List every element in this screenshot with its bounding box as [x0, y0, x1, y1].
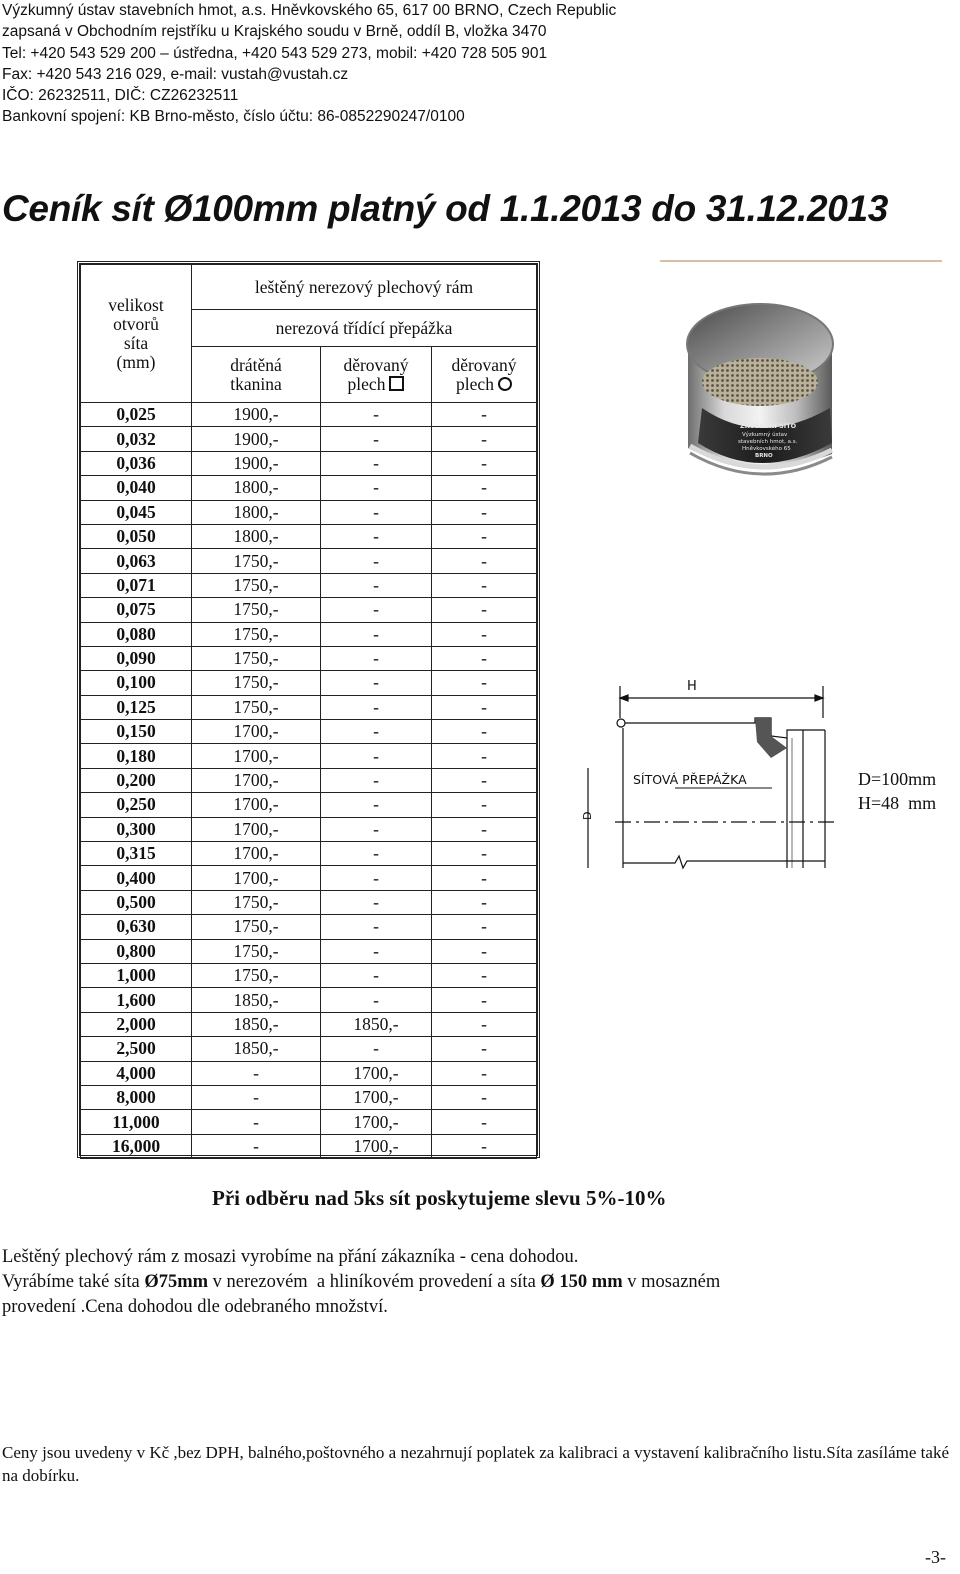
perforated-round-header: děrovaný plech — [432, 347, 537, 403]
photo-label-line: ZKUŠEBNÍ SÍTO — [740, 422, 797, 430]
perforated-round-price-cell: - — [432, 549, 537, 573]
square-hole-icon — [389, 376, 404, 391]
wire-cloth-price-cell: 1700,- — [192, 866, 321, 890]
table-row — [81, 768, 537, 792]
mesh-size-cell: 1,600 — [81, 988, 192, 1012]
perforated-square-price-cell: - — [321, 451, 432, 475]
photo-label-line: Hněvkovského 65 — [742, 446, 791, 452]
perforated-square-price-cell: - — [321, 476, 432, 500]
perforated-round-price-cell: - — [432, 963, 537, 987]
wire-cloth-price-cell: - — [192, 1061, 321, 1085]
mesh-size-cell: 0,180 — [81, 744, 192, 768]
photo-label-line: BRNO — [755, 453, 773, 459]
perforated-round-price-cell: - — [432, 939, 537, 963]
round-hole-icon — [498, 377, 512, 391]
wire-cloth-price-cell: 1750,- — [192, 549, 321, 573]
perforated-square-price-cell: - — [321, 915, 432, 939]
perforated-round-price-cell: - — [432, 622, 537, 646]
table-row — [81, 549, 537, 573]
table-row — [81, 500, 537, 524]
table-row — [81, 1085, 537, 1109]
table-row — [81, 671, 537, 695]
perforated-round-price-cell: - — [432, 768, 537, 792]
perforated-square-price-cell: - — [321, 963, 432, 987]
footer-note: Ceny jsou uvedeny v Kč ,bez DPH, balného,poštovného a nezahrnují poplatek za kalibraci a vystavení kalibračního listu.Síta zasíláme také na dobírku. — [2, 1443, 949, 1485]
photo-label-line: stavebních hmot, a.s. — [738, 439, 798, 445]
perforated-square-price-cell: - — [321, 988, 432, 1012]
perforated-square-price-cell: - — [321, 890, 432, 914]
price-table — [77, 261, 540, 1158]
mesh-size-cell: 2,500 — [81, 1037, 192, 1061]
wire-cloth-price-cell: 1900,- — [192, 427, 321, 451]
dimension-h-label: H — [687, 679, 697, 694]
table-row — [81, 793, 537, 817]
size-column-header: velikost otvorů síta (mm) — [81, 265, 192, 403]
mesh-size-cell: 11,000 — [81, 1110, 192, 1134]
table-row — [81, 598, 537, 622]
perforated-square-header: děrovaný plech — [321, 347, 432, 403]
header-line: Tel: +420 543 529 200 – ústředna, +420 543 529 273, mobil: +420 728 505 901 — [2, 44, 548, 62]
perforated-square-price-cell: 1700,- — [321, 1110, 432, 1134]
perforated-square-price-cell: - — [321, 793, 432, 817]
perforated-round-price-cell: - — [432, 476, 537, 500]
wire-cloth-price-cell: - — [192, 1085, 321, 1109]
wire-cloth-price-cell: 1700,- — [192, 720, 321, 744]
mesh-size-cell: 0,250 — [81, 793, 192, 817]
mesh-size-cell: 2,000 — [81, 1012, 192, 1036]
mesh-size-cell: 0,125 — [81, 695, 192, 719]
mesh-size-cell: 0,080 — [81, 622, 192, 646]
wire-cloth-price-cell: 1700,- — [192, 793, 321, 817]
mesh-size-cell: 0,071 — [81, 573, 192, 597]
page-number: -3- — [925, 1547, 946, 1567]
table-row — [81, 915, 537, 939]
note-line: Leštěný plechový rám z mosazi vyrobíme na přání zákazníka - cena dohodou. — [2, 1247, 579, 1267]
perforated-square-price-cell: - — [321, 524, 432, 548]
perforated-round-price-cell: - — [432, 915, 537, 939]
wire-cloth-price-cell: 1850,- — [192, 1012, 321, 1036]
perforated-round-price-cell: - — [432, 1134, 537, 1158]
wire-cloth-price-cell: 1800,- — [192, 524, 321, 548]
mesh-size-cell: 0,200 — [81, 768, 192, 792]
wire-cloth-price-cell: 1700,- — [192, 817, 321, 841]
wire-cloth-price-cell: 1750,- — [192, 695, 321, 719]
photo-label-line: Výzkumný ústav — [742, 432, 788, 438]
wire-cloth-header: drátěná tkanina — [192, 347, 321, 403]
perforated-round-price-cell: - — [432, 646, 537, 670]
perforated-round-price-cell: - — [432, 427, 537, 451]
mesh-size-cell: 0,050 — [81, 524, 192, 548]
note-line: provedení .Cena dohodou dle odebraného množství. — [2, 1297, 388, 1317]
perforated-square-price-cell: 1700,- — [321, 1085, 432, 1109]
wire-cloth-price-cell: 1750,- — [192, 646, 321, 670]
wire-cloth-price-cell: 1900,- — [192, 403, 321, 427]
perforated-square-price-cell: - — [321, 622, 432, 646]
note-line: Vyrábíme také síta Ø75mm v nerezovém a hliníkovém provedení a síta Ø 150 mm v mosazném — [2, 1272, 721, 1292]
mesh-size-cell: 0,040 — [81, 476, 192, 500]
mesh-size-cell: 8,000 — [81, 1085, 192, 1109]
table-row — [81, 1037, 537, 1061]
wire-cloth-price-cell: 1750,- — [192, 915, 321, 939]
mesh-size-cell: 0,800 — [81, 939, 192, 963]
wire-cloth-price-cell: 1850,- — [192, 1037, 321, 1061]
company-header — [2, 0, 616, 128]
perforated-square-price-cell: 1700,- — [321, 1061, 432, 1085]
perforated-square-price-cell: - — [321, 671, 432, 695]
mesh-size-cell: 0,100 — [81, 671, 192, 695]
table-row — [81, 1134, 537, 1158]
table-row — [81, 403, 537, 427]
sieve-photo — [660, 258, 942, 550]
wire-cloth-price-cell: 1700,- — [192, 744, 321, 768]
perforated-round-price-cell: - — [432, 720, 537, 744]
perforated-square-price-cell: - — [321, 500, 432, 524]
table-row — [81, 573, 537, 597]
header-line: Fax: +420 543 216 029, e-mail: vustah@vustah.cz — [2, 65, 349, 83]
perforated-round-price-cell: - — [432, 793, 537, 817]
header-line: zapsaná v Obchodním rejstříku u Krajského soudu v Brně, oddíl B, vložka 3470 — [2, 23, 547, 41]
table-row — [81, 1012, 537, 1036]
perforated-square-price-cell: - — [321, 598, 432, 622]
perforated-round-price-cell: - — [432, 988, 537, 1012]
table-row — [81, 451, 537, 475]
perforated-round-price-cell: - — [432, 842, 537, 866]
discount-note: Při odběru nad 5ks sít poskytujeme slevu 5%-10% — [212, 1186, 667, 1210]
perforated-square-price-cell: - — [321, 1037, 432, 1061]
notes — [2, 1245, 952, 1320]
perforated-square-price-cell: - — [321, 427, 432, 451]
wire-cloth-price-cell: 1700,- — [192, 842, 321, 866]
table-row — [81, 890, 537, 914]
perforated-round-price-cell: - — [432, 500, 537, 524]
mesh-size-cell: 4,000 — [81, 1061, 192, 1085]
wire-cloth-price-cell: 1750,- — [192, 963, 321, 987]
perforated-square-price-cell: - — [321, 403, 432, 427]
partition-label: SÍTOVÁ PŘEPÁŽKA — [633, 772, 747, 787]
perforated-round-price-cell: - — [432, 1012, 537, 1036]
table-row — [81, 524, 537, 548]
table-row — [81, 817, 537, 841]
perforated-round-price-cell: - — [432, 671, 537, 695]
mesh-size-cell: 0,090 — [81, 646, 192, 670]
mesh-size-cell: 0,025 — [81, 403, 192, 427]
header-line: Výzkumný ústav stavebních hmot, a.s. Hněvkovského 65, 617 00 BRNO, Czech Republic — [2, 2, 617, 19]
table-row — [81, 427, 537, 451]
perforated-round-price-cell: - — [432, 1085, 537, 1109]
table-row — [81, 963, 537, 987]
wire-cloth-price-cell: 1800,- — [192, 500, 321, 524]
mesh-size-cell: 16,000 — [81, 1134, 192, 1158]
perforated-square-price-cell: - — [321, 573, 432, 597]
mesh-size-cell: 0,063 — [81, 549, 192, 573]
mesh-size-cell: 0,630 — [81, 915, 192, 939]
mesh-size-cell: 0,400 — [81, 866, 192, 890]
table-row — [81, 842, 537, 866]
table-row — [81, 720, 537, 744]
perforated-round-price-cell: - — [432, 817, 537, 841]
perforated-round-price-cell: - — [432, 403, 537, 427]
wire-cloth-price-cell: 1750,- — [192, 573, 321, 597]
perforated-round-price-cell: - — [432, 1061, 537, 1085]
mesh-size-cell: 0,500 — [81, 890, 192, 914]
frame-header: leštěný nerezový plechový rám — [192, 265, 537, 310]
perforated-square-price-cell: - — [321, 866, 432, 890]
mesh-size-cell: 0,045 — [81, 500, 192, 524]
table-row — [81, 939, 537, 963]
perforated-square-price-cell: - — [321, 817, 432, 841]
mesh-size-cell: 0,315 — [81, 842, 192, 866]
table-row — [81, 1110, 537, 1134]
perforated-square-price-cell: - — [321, 744, 432, 768]
perforated-round-price-cell: - — [432, 866, 537, 890]
wire-cloth-price-cell: 1750,- — [192, 890, 321, 914]
perforated-square-price-cell: - — [321, 768, 432, 792]
wire-cloth-price-cell: 1750,- — [192, 939, 321, 963]
mesh-size-cell: 0,036 — [81, 451, 192, 475]
wire-cloth-price-cell: 1700,- — [192, 768, 321, 792]
partition-header: nerezová třídící přepážka — [192, 310, 537, 347]
perforated-round-price-cell: - — [432, 573, 537, 597]
header-line: IČO: 26232511, DIČ: CZ26232511 — [2, 87, 239, 105]
header-line: Bankovní spojení: KB Brno-město, číslo účtu: 86-0852290247/0100 — [2, 108, 465, 126]
perforated-round-price-cell: - — [432, 451, 537, 475]
perforated-round-price-cell: - — [432, 744, 537, 768]
perforated-square-price-cell: - — [321, 695, 432, 719]
wire-cloth-price-cell: 1750,- — [192, 598, 321, 622]
table-row — [81, 744, 537, 768]
perforated-square-price-cell: - — [321, 720, 432, 744]
perforated-square-price-cell: - — [321, 646, 432, 670]
perforated-round-price-cell: - — [432, 1037, 537, 1061]
wire-cloth-price-cell: 1850,- — [192, 988, 321, 1012]
perforated-square-price-cell: - — [321, 939, 432, 963]
table-row — [81, 695, 537, 719]
wire-cloth-price-cell: - — [192, 1110, 321, 1134]
height-value: H=48 mm — [858, 793, 937, 813]
table-row — [81, 646, 537, 670]
perforated-round-price-cell: - — [432, 890, 537, 914]
perforated-square-price-cell: 1700,- — [321, 1134, 432, 1158]
wire-cloth-price-cell: - — [192, 1134, 321, 1158]
wire-cloth-price-cell: 1800,- — [192, 476, 321, 500]
dimension-d-label: D — [581, 811, 594, 820]
perforated-round-price-cell: - — [432, 695, 537, 719]
perforated-round-price-cell: - — [432, 598, 537, 622]
page-title: Ceník sít Ø100mm platný od 1.1.2013 do 31.12.2013 — [2, 188, 889, 229]
wire-cloth-price-cell: 1900,- — [192, 451, 321, 475]
table-row — [81, 622, 537, 646]
mesh-size-cell: 1,000 — [81, 963, 192, 987]
table-row — [81, 866, 537, 890]
mesh-size-cell: 0,075 — [81, 598, 192, 622]
perforated-round-price-cell: - — [432, 1110, 537, 1134]
mesh-size-cell: 0,032 — [81, 427, 192, 451]
table-row — [81, 1061, 537, 1085]
diameter-value: D=100mm — [858, 769, 937, 789]
perforated-square-price-cell: - — [321, 549, 432, 573]
dimensions-note — [858, 767, 936, 815]
wire-cloth-price-cell: 1750,- — [192, 622, 321, 646]
sieve-cross-section-drawing — [575, 668, 845, 882]
mesh-size-cell: 0,150 — [81, 720, 192, 744]
wire-cloth-price-cell: 1750,- — [192, 671, 321, 695]
mesh-size-cell: 0,300 — [81, 817, 192, 841]
perforated-round-price-cell: - — [432, 524, 537, 548]
table-row — [81, 988, 537, 1012]
perforated-square-price-cell: 1850,- — [321, 1012, 432, 1036]
perforated-square-price-cell: - — [321, 842, 432, 866]
table-row — [81, 476, 537, 500]
